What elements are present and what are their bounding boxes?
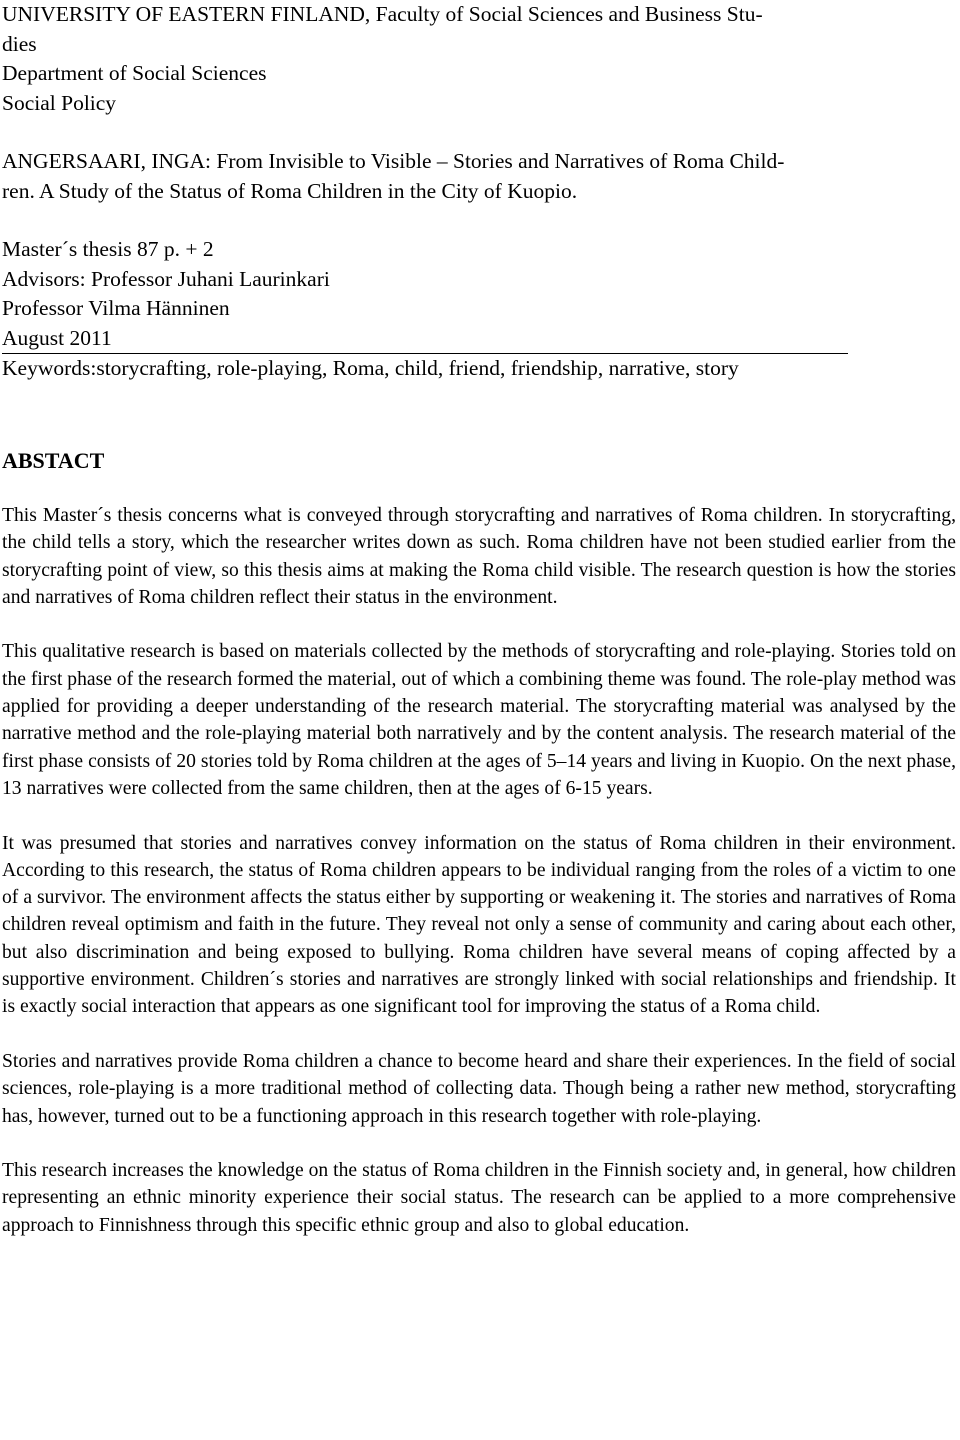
spacer [2, 206, 942, 235]
abstract-paragraph-5: This research increases the knowledge on the status of Roma children in the Finnish society and, in general, how children representing an ethnic minority experience their social status. The research can be applied to a more comprehensive approach to Finnishness through this specific ethnic group and also to global education. [2, 1160, 956, 1236]
thesis-title-line: ANGERSAARI, INGA: From Invisible to Visible – Stories and Narratives of Roma Child- [2, 149, 785, 173]
thesis-title-line-continued: ren. A Study of the Status of Roma Children in the City of Kuopio. [2, 178, 578, 203]
abstract-heading: ABSTACT [2, 448, 105, 473]
spacer [2, 118, 942, 147]
abstract-paragraph-1: This Master´s thesis concerns what is conveyed through storycrafting and narratives of Roma children. In storycrafting, the child tells a story, which the researcher writes down as such. Roma children have not been studied earlier from the storycrafting point of view, so this thesis aims at making the Roma child visible. The research question is how the stories and narratives of Roma children reflect their status in the environment. [2, 505, 956, 608]
document-header [2, 0, 942, 384]
abstract-paragraph-2: This qualitative research is based on materials collected by the methods of storycrafting and role-playing. Stories told on the first phase of the research formed the material, out of which a combining theme was found. The role-play method was applied for providing a deeper understanding of the research material. The storycrafting material was analysed by the narrative method and the role-playing material both narratively and by the content analysis. The research material of the first phase consists of 20 stories told by Roma children at the ages of 5–14 years and living in Kuopio. On the next phase, 13 narratives were collected from the same children, then at the ages of 6-15 years. [2, 641, 956, 799]
keywords-line: Keywords:storycrafting, role-playing, Roma, child, friend, friendship, narrative, story [2, 356, 739, 380]
subject-line: Social Policy [2, 90, 117, 115]
university-line-continued: dies [2, 31, 37, 56]
thesis-date: August 2011 [2, 325, 112, 350]
abstract-paragraph-3: It was presumed that stories and narratives convey information on the status of Roma children in their environment. According to this research, the status of Roma children appears to be individual ranging from the roles of a victim to one of a survivor. The environment affects the status either by supporting or weakening it. The stories and narratives of Roma children reveal optimism and faith in the future. They reveal not only a sense of community and caring about each other, but also discrimination and being exposed to bullying. Roma children have several means of coping affected by a supportive environment. Children´s stories and narratives are strongly linked with social relationships and friendship. It is exactly social interaction that appears as one significant tool for improving the status of a Roma child. [2, 832, 956, 1018]
department-line: Department of Social Sciences [2, 61, 267, 85]
abstract-body [2, 502, 956, 1266]
thesis-pages: Master´s thesis 87 p. + 2 [2, 237, 214, 261]
advisor-line: Advisors: Professor Juhani Laurinkari [2, 266, 330, 291]
university-line: UNIVERSITY OF EASTERN FINLAND, Faculty of Social Sciences and Business Stu- [2, 2, 763, 26]
advisor-line-second: Professor Vilma Hänninen [2, 296, 230, 320]
abstract-paragraph-4: Stories and narratives provide Roma children a chance to become heard and share their experiences. In the field of social sciences, role-playing is a more traditional method of collecting data. Though being a rather new method, storycrafting has, however, turned out to be a functioning approach in this research together with role-playing. [2, 1050, 956, 1127]
